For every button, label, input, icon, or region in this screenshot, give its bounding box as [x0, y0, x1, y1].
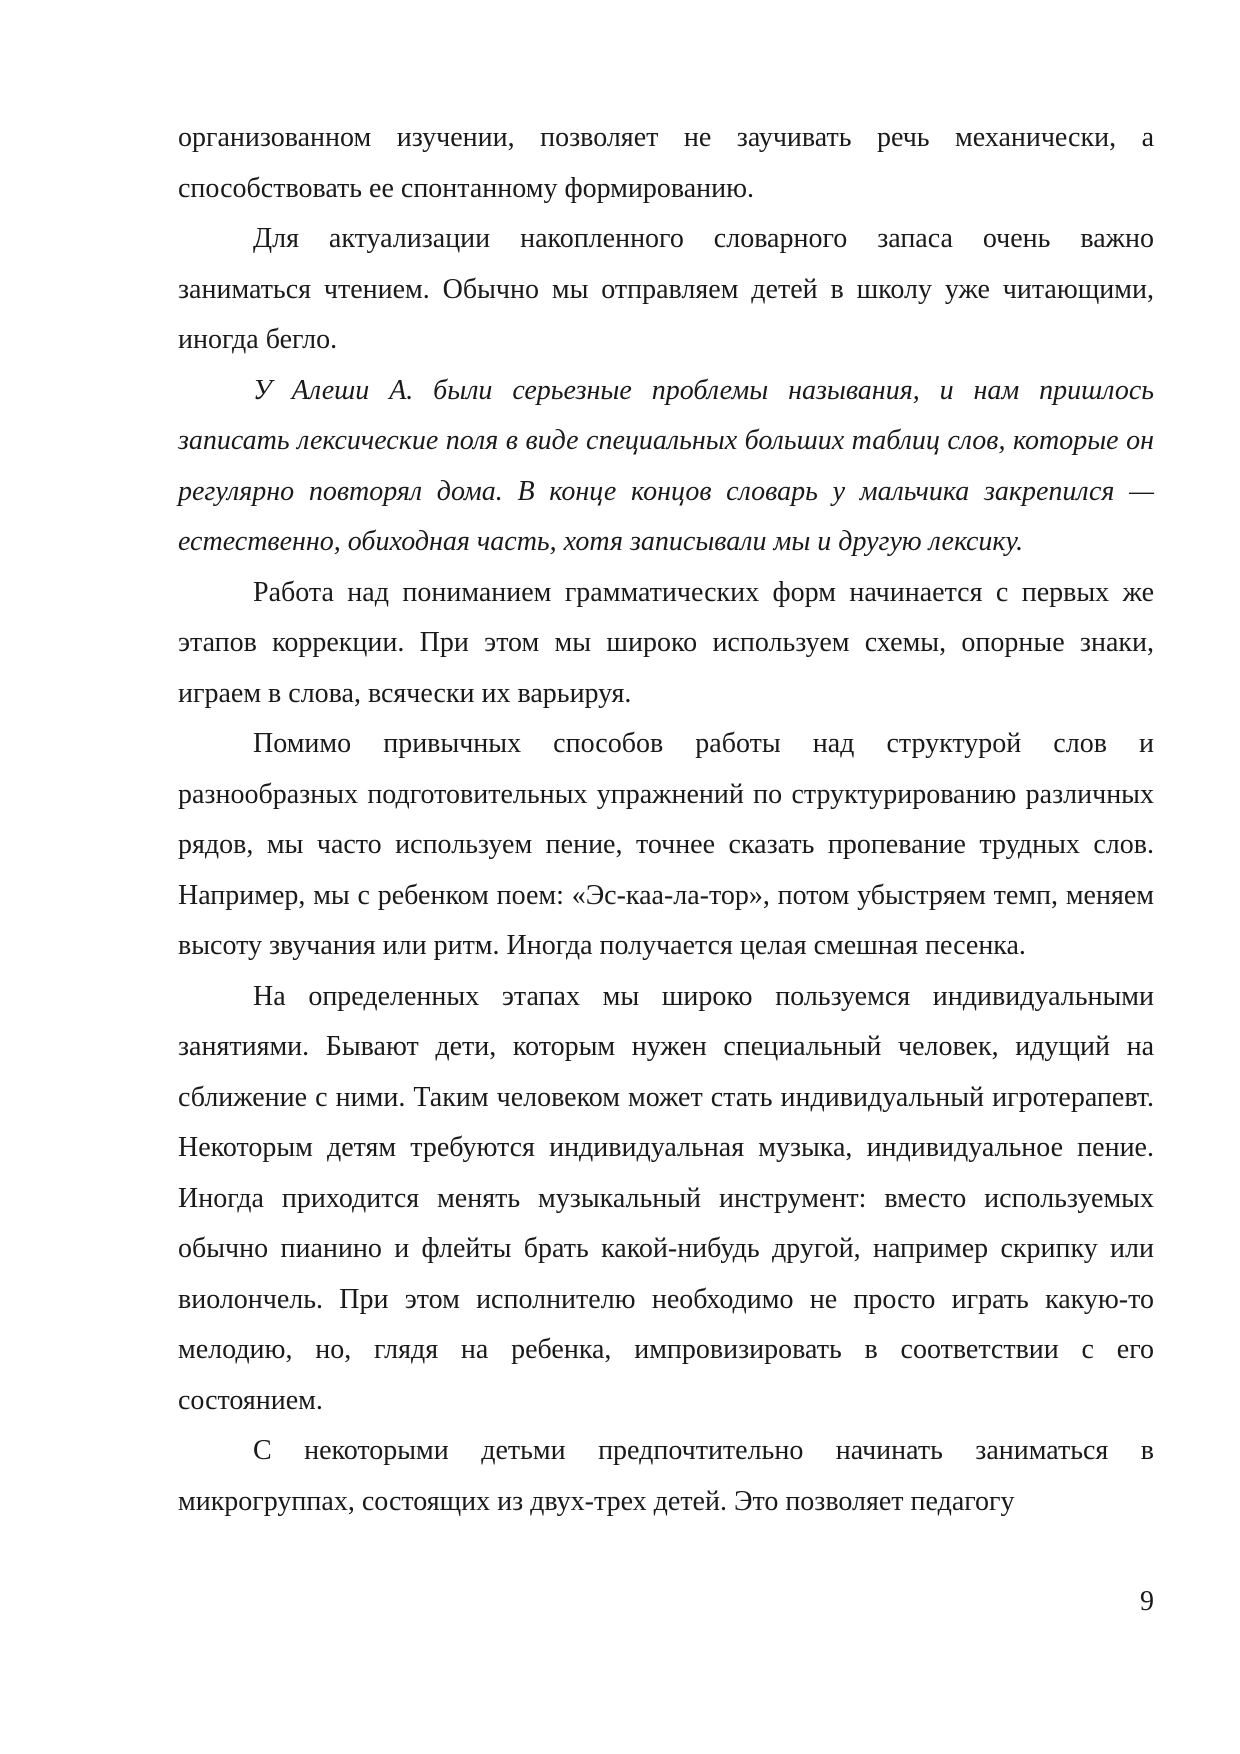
body-text	[178, 113, 1154, 1527]
paragraph-microgroups: С некоторыми детьми предпочтительно начинать заниматься в микрогруппах, состоящих из двух-трех детей. Это позволяет педагогу	[178, 1435, 1154, 1517]
page-number: 9	[1140, 1586, 1154, 1617]
paragraph-singing: Помимо привычных способов работы над структурой слов и разнообразных подготовительных упражнений по структурированию различных рядов, мы часто используем пение, точнее сказать пропевание трудных слов. Например, мы с ребенком поем: «Эс-каа-ла-тор», потом убыстряем темп, меняем высоту звучания или ритм. Иногда получается целая смешная песенка.	[178, 728, 1154, 961]
paragraph-grammar: Работа над пониманием грамматических форм начинается с первых же этапов коррекции. При этом мы широко используем схемы, опорные знаки, играем в слова, всячески их варьируя.	[178, 576, 1154, 709]
paragraph-reading: Для актуализации накопленного словарного запаса очень важно заниматься чтением. Обычно мы отправляем детей в школу уже читающими, иногда бегло.	[178, 223, 1154, 355]
paragraph-case-example: У Алеши А. были серьезные проблемы называния, и нам пришлось записать лексические поля в виде специальных больших таблиц слов, которые он регулярно повторял дома. В конце концов словарь у мальчика закрепился — естественно, обиходная часть, хотя записывали мы и другую лексику.	[178, 374, 1154, 557]
paragraph-individual-lessons: На определенных этапах мы широко пользуемся индивидуальными занятиями. Бывают дети, которым нужен специальный человек, идущий на сближение с ними. Таким человеком может стать индивидуальный игротерапевт. Некоторым детям требуются индивидуальная музыка, индивидуальное пение. Иногда приходится менять музыкальный инструмент: вместо используемых обычно пианино и флейты брать какой-нибудь другой, например скрипку или виолончель. При этом исполнителю необходимо не просто играть какую-то мелодию, но, глядя на ребенка, импровизировать в соответствии с его состоянием.	[178, 980, 1154, 1416]
paragraph-continuation: организованном изучении, позволяет не заучивать речь механически, а способствовать ее спонтанному формированию.	[178, 122, 1154, 204]
